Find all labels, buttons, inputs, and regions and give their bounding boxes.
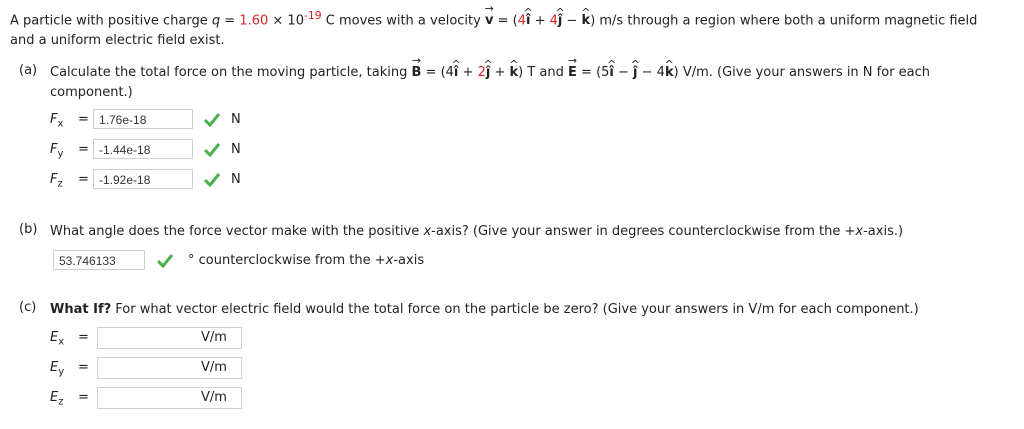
ey-row [50,357,290,379]
part-c-body: For what vector electric field would the total force on the particle be zero? (Give your answers in V/m for each component.) [111,302,919,317]
ex-unit: V/m [201,330,227,345]
ez-equals: = [78,390,89,405]
angle-row [53,250,453,272]
ez-unit: V/m [201,390,227,405]
fx-equals: = [78,112,89,127]
fy-row [50,139,250,161]
part-a-question [19,63,1009,103]
fx-label: $F_x$ [50,112,64,130]
intro-text: A particle with positive charge [10,13,212,29]
b-field-symbol: → B [412,63,422,83]
part-c-question [19,300,1009,320]
b-i-hat: ^ î [454,63,458,83]
intro-tail: ) m/s through a region where both a uniform magnetic field [590,13,978,29]
fx-unit: N [231,112,241,127]
charge-unit: C moves with a velocity [321,13,485,29]
ey-unit: V/m [201,360,227,375]
minus: − [562,13,582,29]
check-icon [156,252,174,268]
fy-unit: N [231,142,241,157]
part-b-text-post: -axis.) [863,224,904,239]
velocity-x: 4 [517,13,526,29]
part-c-letter: (c) [19,300,37,315]
fy-answer-input[interactable]: -1.44e-18 [93,139,193,159]
problem-statement [10,6,1020,51]
x-var: x [855,224,864,239]
charge-value: 1.60 [239,13,269,29]
b-plus: + [458,65,478,80]
fz-equals: = [78,172,89,187]
fx-row [50,109,250,131]
velocity-symbol: → v [485,11,493,31]
ey-label: $E_y$ [50,360,65,378]
fz-answer-input[interactable]: -1.92e-18 [93,169,193,189]
e-tail: ) V/m. (Give your answers in N for each [673,65,931,80]
fx-answer-input[interactable]: 1.76e-18 [93,109,193,129]
e-j-hat: ^ ĵ [633,63,637,83]
e-i-hat: ^ î [609,63,613,83]
j-hat: ^ ĵ [558,11,562,31]
i-hat: ^ î [526,11,530,31]
part-a-letter: (a) [19,63,38,78]
ez-row [50,387,290,409]
intro-line2: and a uniform electric field exist. [10,33,225,49]
plus: + [530,13,550,29]
part-c-text [50,300,1010,320]
b-tail: ) T and [518,65,569,80]
part-b-text-mid: -axis? (Give your answer in degrees counterclockwise from the + [431,224,856,239]
e-k-hat: ^ k [665,63,674,83]
ex-equals: = [78,330,89,345]
b-j-hat: ^ ĵ [486,63,490,83]
part-b-text [50,222,1010,242]
ex-label: $E_x$ [50,330,65,348]
e-field-symbol: → E [568,63,577,83]
velocity-y: 4 [549,13,558,29]
check-icon [203,141,221,157]
part-a-text2: component.) [50,85,133,100]
b-eq: = (4 [421,65,454,80]
charge-exponent: -19 [303,9,322,22]
part-a-text1: Calculate the total force on the moving particle, taking [50,65,412,80]
b-y-value: 2 [477,65,486,80]
fy-equals: = [78,142,89,157]
fz-row [50,169,250,191]
check-icon [203,111,221,127]
ey-equals: = [78,360,89,375]
e-minus: − [613,65,634,80]
angle-answer-input[interactable]: 53.746133 [53,250,145,270]
fz-label: $F_z$ [50,172,63,190]
charge-symbol: q [211,13,221,29]
fz-unit: N [231,172,241,187]
equals: = [220,13,240,29]
part-a-text [50,63,1005,103]
part-b-letter: (b) [19,222,38,237]
b-plus2: + [490,65,510,80]
e-eq: = (5 [576,65,610,80]
angle-unit: ° counterclockwise from the +x-axis [188,253,425,268]
check-icon [203,171,221,187]
what-if-label: What If? [50,302,112,317]
ez-label: $E_z$ [50,390,64,408]
x-var: x [423,224,432,239]
e-minus2: − 4 [637,65,665,80]
k-hat: ^ k [582,11,591,31]
velocity-eq: = ( [493,13,518,29]
part-b-text-pre: What angle does the force vector make with the positive [50,224,424,239]
ex-row [50,327,290,349]
fy-label: $F_y$ [50,142,64,160]
times-ten: × 10 [268,13,304,29]
b-k-hat: ^ k [509,63,518,83]
part-b-question [19,222,1009,242]
